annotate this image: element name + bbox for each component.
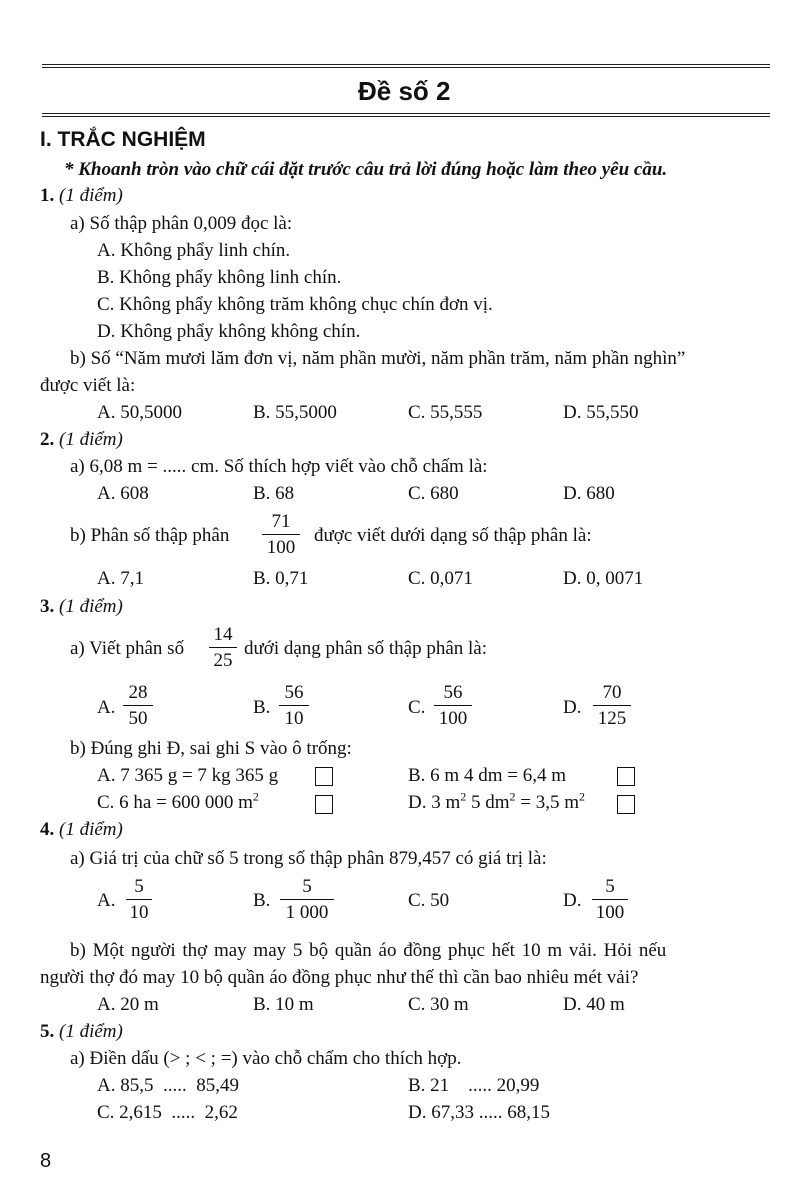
q4a-option-d-label[interactable]: D. (563, 890, 582, 911)
q3b-item-b: B. 6 m 4 dm = 6,4 m (408, 765, 566, 786)
q1a-option-b[interactable]: B. Không phẩy không linh chín. (97, 267, 342, 288)
q1b-option-a[interactable]: A. 50,5000 (97, 402, 182, 423)
q5-header (40, 1021, 123, 1043)
q3-header (40, 596, 123, 618)
fraction-bar (434, 705, 472, 706)
q4b-option-b[interactable]: B. 10 m (253, 994, 314, 1015)
fraction-bar (280, 899, 334, 900)
section-heading: I. TRẮC NGHIỆM (40, 128, 206, 151)
denominator: 10 (284, 708, 304, 729)
q3a-option-c-fraction[interactable] (434, 682, 472, 730)
q4b-option-c[interactable]: C. 30 m (408, 994, 469, 1015)
q1a-option-a[interactable]: A. Không phẩy linh chín. (97, 240, 291, 261)
page-title: Đề số 2 (358, 76, 451, 106)
q3a-stem-pre: a) Viết phân số (70, 638, 185, 659)
q3a-option-d-label[interactable]: D. (563, 697, 582, 718)
fraction-bar (262, 534, 300, 535)
q5a-item-a[interactable]: A. 85,5 ..... 85,49 (97, 1075, 239, 1096)
q5-points: (1 điểm) (59, 1021, 123, 1042)
q1b-stem-line2: được viết là: (40, 375, 136, 396)
q3b-item-a: A. 7 365 g = 7 kg 365 g (97, 765, 279, 786)
q3a-numerator: 14 (213, 624, 233, 645)
q4a-option-b-label[interactable]: B. (253, 890, 271, 911)
q3a-option-c-label[interactable]: C. (408, 697, 426, 718)
q3-points: (1 điểm) (59, 596, 123, 617)
q5a-item-d[interactable]: D. 67,33 ..... 68,15 (408, 1102, 550, 1123)
numerator: 56 (443, 682, 463, 703)
q4b-option-a[interactable]: A. 20 m (97, 994, 159, 1015)
q1a-option-c[interactable]: C. Không phẩy không trăm không chục chín đơn vị. (97, 294, 493, 315)
q3a-stem-post: dưới dạng phân số thập phân là: (244, 638, 488, 659)
denominator: 1 000 (285, 902, 329, 923)
fraction-bar (279, 705, 309, 706)
q3b-stem: b) Đúng ghi Đ, sai ghi S vào ô trống: (70, 738, 352, 759)
q4a-option-c[interactable]: C. 50 (408, 890, 450, 911)
q3b-item-d (408, 789, 586, 814)
denominator: 100 (438, 708, 468, 729)
q1-number: 1. (40, 185, 55, 206)
q2b-option-a[interactable]: A. 7,1 (97, 568, 144, 589)
q3a-option-a-label[interactable]: A. (97, 697, 116, 718)
q2a-option-b[interactable]: B. 68 (253, 483, 295, 504)
text: = 3,5 m (515, 792, 580, 813)
numerator: 70 (602, 682, 622, 703)
q3a-option-a-fraction[interactable] (123, 682, 153, 730)
q2b-denominator: 100 (266, 537, 296, 558)
q2-number: 2. (40, 429, 55, 450)
page-number: 8 (40, 1150, 52, 1172)
q3a-option-d-fraction[interactable] (593, 682, 631, 730)
title-rule-inner (42, 116, 770, 117)
numerator: 5 (134, 876, 144, 897)
q4b-stem-line1: b) Một người thợ may may 5 bộ quần áo đồng phục hết 10 m vải. Hỏi nếu (70, 940, 667, 961)
title-rule (42, 113, 770, 114)
q2b-stem-post: được viết dưới dạng số thập phân là: (314, 525, 592, 546)
denominator: 10 (129, 902, 149, 923)
q3b-item-c (97, 789, 259, 814)
q1-points: (1 điểm) (59, 185, 123, 206)
fraction-bar (592, 899, 628, 900)
q5a-stem: a) Điền dấu (> ; < ; =) vào chỗ chấm cho thích hợp. (70, 1048, 462, 1069)
q3a-option-b-fraction[interactable] (279, 682, 309, 730)
denominator: 100 (595, 902, 625, 923)
q5-number: 5. (40, 1021, 55, 1042)
q3a-denominator: 25 (213, 650, 233, 671)
q3b-answer-box-b[interactable] (617, 767, 635, 786)
q4a-option-d-fraction[interactable] (592, 876, 628, 924)
fraction-bar (123, 705, 153, 706)
q4a-option-b-fraction[interactable] (280, 876, 334, 924)
numerator: 28 (128, 682, 148, 703)
q4a-option-a-label[interactable]: A. (97, 890, 116, 911)
q2b-option-b[interactable]: B. 0,71 (253, 568, 309, 589)
q5a-item-b[interactable]: B. 21 ..... 20,99 (408, 1075, 540, 1096)
q2b-option-c[interactable]: C. 0,071 (408, 568, 473, 589)
instruction: * Khoanh tròn vào chữ cái đặt trước câu trả lời đúng hoặc làm theo yêu cầu. (64, 159, 668, 180)
q2b-numerator: 71 (271, 511, 291, 532)
superscript: 2 (579, 789, 586, 804)
denominator: 125 (597, 708, 627, 729)
q3-number: 3. (40, 596, 55, 617)
superscript: 2 (509, 789, 516, 804)
text: 5 dm (466, 792, 510, 813)
q1b-option-c[interactable]: C. 55,555 (408, 402, 483, 423)
denominator: 50 (128, 708, 148, 729)
q4b-option-d[interactable]: D. 40 m (563, 994, 625, 1015)
q3a-fraction (209, 624, 237, 672)
q4-number: 4. (40, 819, 55, 840)
q3a-option-b-label[interactable]: B. (253, 697, 271, 718)
top-rule-inner (42, 67, 770, 68)
fraction-bar (126, 899, 152, 900)
numerator: 56 (284, 682, 304, 703)
q2a-stem: a) 6,08 m = ..... cm. Số thích hợp viết vào chỗ chấm là: (70, 456, 488, 477)
q4-points: (1 điểm) (59, 819, 123, 840)
superscript: 2 (252, 789, 259, 804)
q2a-option-c[interactable]: C. 680 (408, 483, 459, 504)
superscript: 2 (460, 789, 467, 804)
q4a-option-a-fraction[interactable] (126, 876, 152, 924)
top-rule (42, 64, 770, 65)
q2b-stem-pre: b) Phân số thập phân (70, 525, 230, 546)
numerator: 5 (302, 876, 312, 897)
q2b-option-d[interactable]: D. 0, 0071 (563, 568, 644, 589)
q2b-fraction (262, 511, 300, 559)
q3b-answer-box-d[interactable] (617, 795, 635, 814)
q1b-stem-line1: b) Số “Năm mươi lăm đơn vị, năm phần mười, năm phần trăm, năm phần nghìn” (70, 348, 686, 369)
fraction-bar (209, 647, 237, 648)
q5a-item-c[interactable]: C. 2,615 ..... 2,62 (97, 1102, 238, 1123)
q3b-item-c-text: C. 6 ha = 600 000 m (97, 792, 253, 813)
q2a-option-a[interactable]: A. 608 (97, 483, 149, 504)
q4-header (40, 819, 123, 841)
q1a-option-d[interactable]: D. Không phẩy không không chín. (97, 321, 361, 342)
q3b-answer-box-c[interactable] (315, 795, 333, 814)
q1b-option-b[interactable]: B. 55,5000 (253, 402, 337, 423)
q1-header (40, 185, 123, 207)
q2a-option-d[interactable]: D. 680 (563, 483, 615, 504)
q4b-stem-line2: người thợ đó may 10 bộ quần áo đồng phục như thế thì cần bao nhiêu mét vải? (40, 967, 639, 988)
q4a-stem: a) Giá trị của chữ số 5 trong số thập phân 879,457 có giá trị là: (70, 848, 547, 869)
q1b-option-d[interactable]: D. 55,550 (563, 402, 639, 423)
text: D. 3 m (408, 792, 461, 813)
numerator: 5 (605, 876, 615, 897)
q2-header (40, 429, 123, 451)
q1a-stem: a) Số thập phân 0,009 đọc là: (70, 213, 293, 234)
q3b-answer-box-a[interactable] (315, 767, 333, 786)
fraction-bar (593, 705, 631, 706)
q2-points: (1 điểm) (59, 429, 123, 450)
